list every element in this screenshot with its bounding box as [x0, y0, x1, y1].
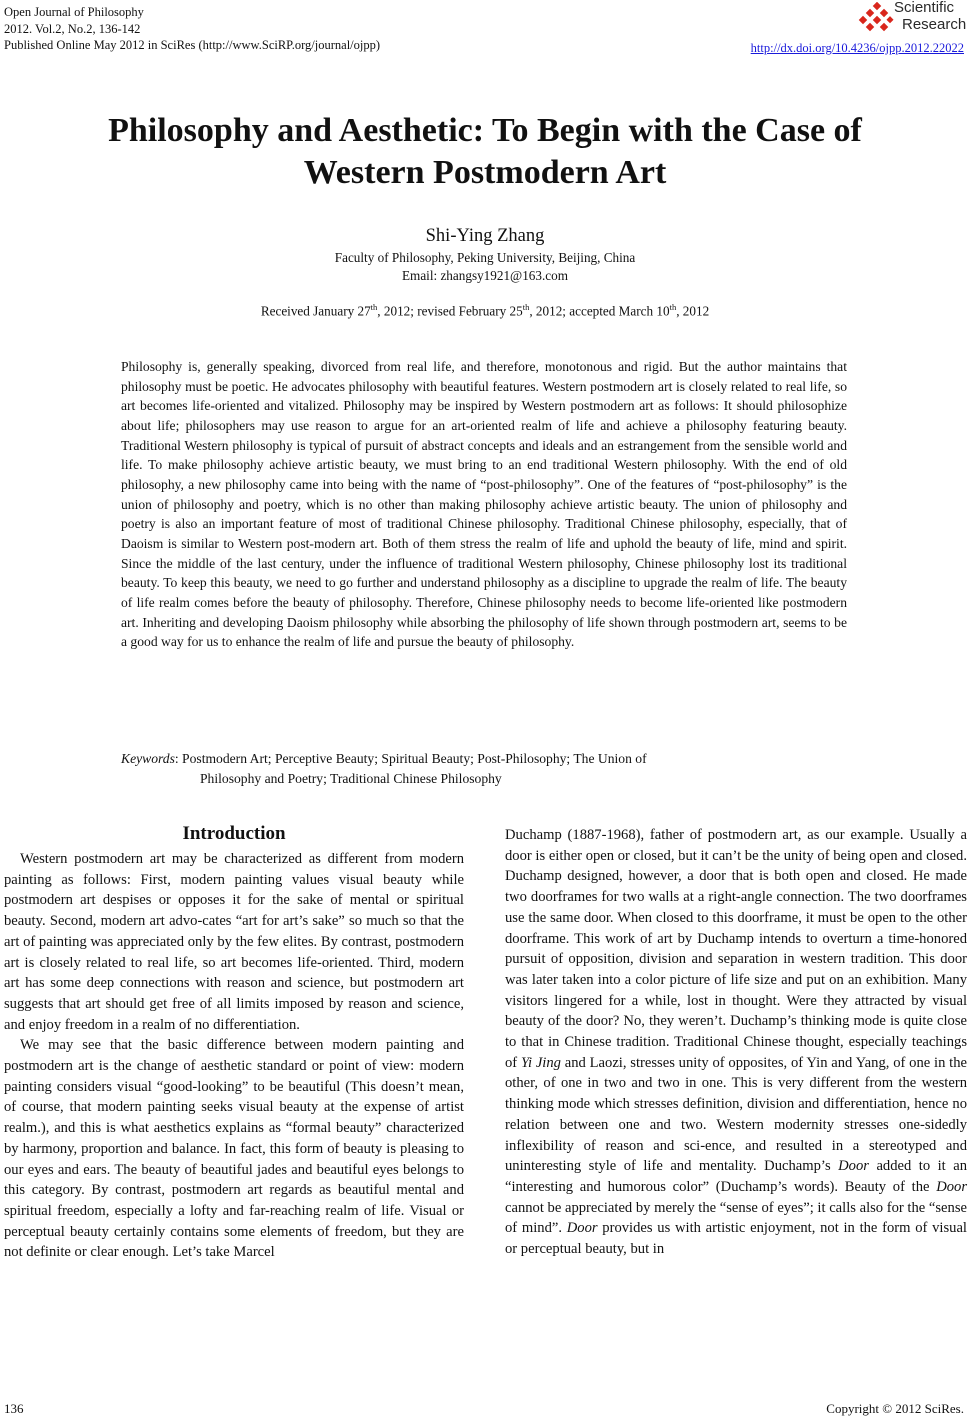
text-segment: and Laozi, stresses unity of opposites, of Yin and Yang, of one in the other, of one in two and two in one. This is very different from the western thinking mode which stresses definition, division and differentiation, hence no relation between one and two. Western modernity stresses one-sidedly inflexibility of reason and sci-ence, and resulted in a stereotyped and uninteresting style of life and mentality. Duchamp’s [505, 1054, 967, 1175]
author-name: Shi-Ying Zhang [425, 226, 545, 246]
author-email: Email: zhangsy1921@163.com [402, 268, 568, 283]
copyright: Copyright © 2012 SciRes. [826, 1401, 964, 1416]
italic-term: Door [566, 1220, 598, 1237]
title-line-2: Western Postmodern Art [303, 154, 667, 191]
journal-name: Open Journal of Philosophy [4, 5, 144, 19]
accepted-year: , 2012 [676, 303, 710, 319]
paragraph: Western postmodern art may be characterized as different from modern painting as follows: First, modern painting values visual beauty while postmodern art despises or opposes it for the sake of mental or spiritual beauty. Second, modern art advo-cates “art for art’s sake” so much so that the art of painting was appreciated only by the few elites. By contrast, postmodern art is closely related to real life, so art becomes life-oriented. Third, modern art has some deep connections with reason and science, but postmodern art suggests that art should get free of all limits imposed by reason and science, and enjoy freedom in a realm of no differentiation. [4, 851, 464, 1033]
keywords-label: Keywords [121, 751, 175, 766]
logo-diamond-icon [856, 2, 896, 36]
italic-term: Door [936, 1178, 967, 1195]
author-affiliation [0, 249, 970, 285]
right-column [505, 825, 967, 1260]
journal-header [4, 4, 380, 54]
logo-text-2: Research [902, 16, 967, 33]
revised-date: , 2012; revised February 25 [377, 303, 523, 319]
logo-text-1: Scientific [894, 0, 955, 16]
affiliation: Faculty of Philosophy, Peking University, Beijing, China [334, 250, 636, 265]
revised-sup: th [522, 302, 530, 312]
received-date: Received January 27 [260, 303, 371, 319]
keywords-line-2: Philosophy and Poetry; Traditional Chinese Philosophy [200, 770, 502, 786]
scientific-research-logo [856, 0, 966, 38]
received-dates [0, 302, 970, 319]
journal-volume: 2012. Vol.2, No.2, 136-142 [4, 21, 141, 36]
text-segment: cannot be appreciated by merely the “sense of eyes”; it calls also for the “sense of mind”. [505, 1199, 967, 1237]
text-segment: provides us with artistic enjoyment, not in the form of visual or perceptual beauty, but in [505, 1220, 967, 1258]
italic-term: Door [838, 1158, 869, 1175]
accepted-date: , 2012; accepted March 10 [529, 303, 670, 319]
page-number: 136 [4, 1401, 24, 1416]
paragraph [505, 825, 967, 1260]
title-line-1: Philosophy and Aesthetic: To Begin with the Case of [108, 112, 862, 149]
keywords-line-1: : Postmodern Art; Perceptive Beauty; Spiritual Beauty; Post-Philosophy; The Union of [174, 751, 647, 766]
doi-link[interactable]: http://dx.doi.org/10.4236/ojpp.2012.22022 [750, 41, 964, 55]
paragraph: We may see that the basic difference between modern painting and postmodern art is the change of aesthetic standard or point of view: modern painting considers visual “good-looking” to be beautiful (This doesn’t mean, of course, that modern painting seeks visual beauty at the expense of artist realm.), and this is what aesthetics explains as “formal beauty” characterized by harmony, proportion and balance. In fact, this form of beauty is pleasing to our eyes and ears. The beauty of beautiful jades and beautiful eyes belongs to this category. By contrast, postmodern art regards as beautiful mental and spiritual freedom, especially a lofty and far-reaching realm of life. Visual or perceptual beauty certainly contains some elements of freedom, but they are not definite or clear enough. Let’s take Marcel [4, 1037, 464, 1261]
keywords [121, 749, 851, 788]
section-heading: Introduction [182, 823, 286, 844]
left-column [4, 822, 464, 1263]
text-segment: added to it an “interesting and humorous color” (Duchamp’s words). Beauty of the [505, 1158, 967, 1195]
text-segment: Duchamp (1887-1968), father of postmodern art, as our example. Usually a door is either open or closed, but it can’t be the unity of being open and closed. Duchamp designed, however, a door that is both open and closed. He made two doorframes for two walls at a right-angle connection. The two doorframes use the same door. When closed to this doorframe, it must be open to the other doorframe. This work of art by Duchamp intends to overturn a time-honored pursuit of opposition, division and separation in western tradition. This door was later taken into a color picture of life size and put on an exhibition. Many visitors lingered for a while, lost in thought. Were they attracted by visual beauty of the door? No, they weren’t. Duchamp’s thinking mode is quite close to that in Chinese tradition. Traditional Chinese thought, especially teachings of [505, 827, 967, 1071]
journal-published-line: Published Online May 2012 in SciRes (http://www.SciRP.org/journal/ojpp) [4, 38, 381, 52]
received-sup: th [370, 302, 378, 312]
italic-term: Yi Jing [520, 1054, 561, 1071]
accepted-sup: th [669, 302, 677, 312]
paper-title [0, 110, 970, 194]
abstract: Philosophy is, generally speaking, divorced from real life, and therefore, monotonous and rigid. But the author maintains that philosophy must be poetic. He advocates philosophy with beautiful features. Western postmodern art is closely related to real life, so art becomes life-oriented and vitalized. Philosophy may be inspired by Western postmodern art as follows: It should philosophize about life; philosophers may use reason to argue for an art-oriented realm of life and achieve a philosophy featuring beauty. Traditional Western philosophy is typical of pursuit of abstract concepts and ideals and an estrangement from the sensible world and life. To make philosophy achieve artistic beauty, we must bring to an end traditional Western philosophy. With the end of old philosophy, a new philosophy came into being with the name of “post-philosophy”. One of the features of “post-philosophy” is the union of philosophy and poetry, which is no other than making philosophy achieve artistic beauty. The union of philosophy and poetry is also an important feature of most of traditional Chinese philosophy. Traditional Chinese philosophy, especially, that of Daoism is similar to Western post-modern art. Both of them stress the realm of life and uphold the beauty of life, mind and spirit. Since the middle of the last century, under the influence of traditional Western philosophy, Chinese philosophy lost its traditional beauty. To keep this beauty, we need to go further and understand philosophy as a discipline to upgrade the realm of life. The beauty of life realm comes before the beauty of philosophy. Therefore, Chinese philosophy needs to become life-oriented like postmodern art. Inheriting and developing Daoism philosophy while absorbing the philosophy of life shown through postmodern art, seems to be a good way for us to enhance the realm of life and pursue the beauty of philosophy. [121, 359, 847, 650]
